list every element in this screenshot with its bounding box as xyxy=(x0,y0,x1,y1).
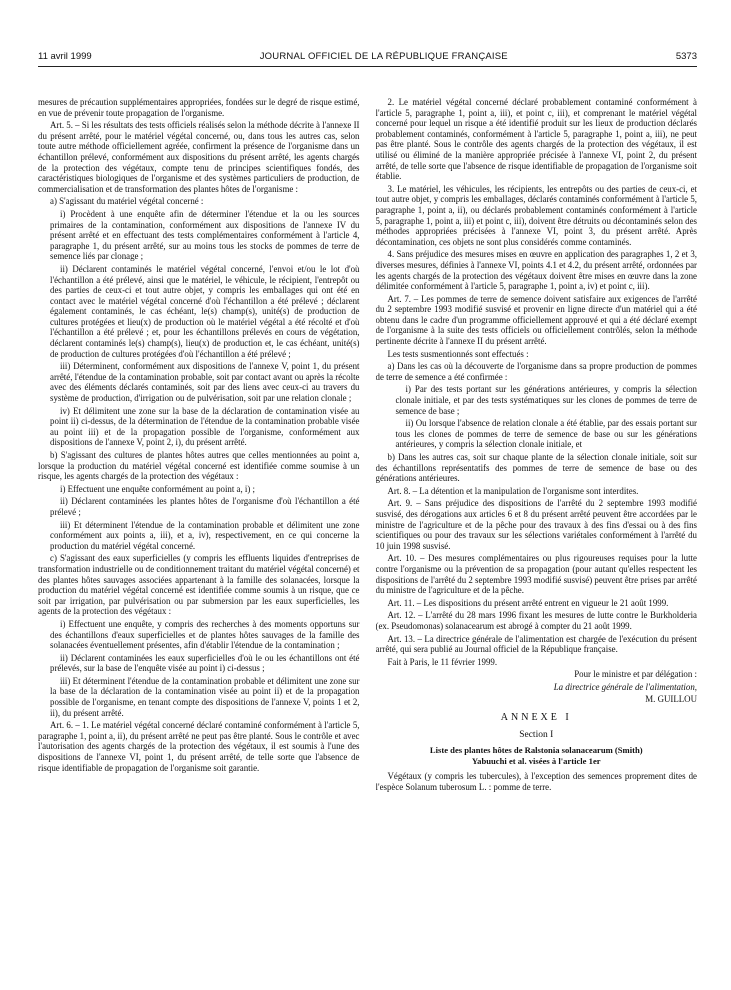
page-header xyxy=(38,48,697,62)
paragraph: mesures de précaution supplémentaires appropriées, fondées sur le degré de risque estimé, en vue de prévenir toute propagation de l'organisme. xyxy=(38,97,360,118)
signature-role: La directrice générale de l'alimentation, xyxy=(553,681,697,692)
article-8: Art. 8. – La détention et la manipulation de l'organisme sont interdites. xyxy=(387,485,639,496)
signature-delegation: Pour le ministre et par délégation : xyxy=(574,669,697,680)
article-13: Art. 13. – La directrice générale de l'alimentation est chargée de l'exécution du présent arrêté, qui sera publié au Journal officiel de la République française. xyxy=(375,633,697,655)
item-a-ii: ii) Déclarent contaminés le matériel végétal concerné, l'envoi et/ou le lot d'où l'échantillon a été prélevé, ainsi que le matériel, le véhicule, le récipient, l'entrepôt ou des parties de ceux-ci et tout autre objet, y compris les emballages qui ont été en contact avec le matériel végétal concerné d'où l'échantillon a été prélevé ; déclarent également contaminés, le cas échéant, le(s) champ(s), unité(s) de production de cultures protégées et lieu(x) de production où le matériel végétal a été récolté et d'où l'échantillon a été prélevé ; et, pour les échantillons prélevés en cours de végétation, déclarent contaminés le(s) champ(s), lieu(x) de production et, le cas échéant, unité(s) de production de cultures protégées d'où l'échantillon a été prélevé ; xyxy=(50,263,360,359)
article-9: Art. 9. – Sans préjudice des dispositions de l'arrêté du 2 septembre 1993 modifié susvisé, des dérogations aux articles 6 et 8 du présent arrêté peuvent être accordées par le ministre de l'agriculture et de la pêche pour des travaux à des fins d'essai ou à des fins scientifiques ou pour des travaux sur les sélections variétales conformément à l'arrêté du 10 juin 1998 susvisé. xyxy=(375,498,697,551)
article-6-p2: 2. Le matériel végétal concerné déclaré probablement contaminé conformément à l'article 5, paragraphe 1, point a, iii), et point c, iii), et comprenant le matériel végétal concerné pour lequel un risque a été identifié produit sur les lieux de production déclarés probablement contaminés, conformément à l'article 5, paragraphe 1, point a, iii), ne peut pas être planté. Sous le contrôle des agents chargés de la protection des végétaux, il est utilisé ou éliminé de la manière appropriée précisée à l'annexe VI, point 2, du présent arrêté, de telle sorte que l'absence de risque identifiable de propagation de l'organisme soit établie. xyxy=(375,97,697,182)
journal-title: JOURNAL OFFICIEL DE LA RÉPUBLIQUE FRANÇAISE xyxy=(259,51,508,62)
article-10: Art. 10. – Des mesures complémentaires ou plus rigoureuses requises pour la lutte contre l'organisme ou la prévention de sa propagation (pour autant qu'elles respectent les dispositions de l'arrêté du 2 septembre 1993 modifié susvisé) peuvent être prises par arrêté du ministre de l'agriculture et de la pêche. xyxy=(375,553,697,596)
header-date: 11 avril 1999 xyxy=(38,51,92,62)
list-title-line-1: Liste des plantes hôtes de Ralstonia solanacearum (Smith) xyxy=(429,745,643,756)
tests-b: b) Dans les autres cas, soit sur chaque plante de la sélection clonale initiale, soit sur des échantillons représentatifs des pommes de terre de semence de base ou des générations antérieures. xyxy=(375,452,697,484)
tests-a-ii: ii) Ou lorsque l'absence de relation clonale a été établie, par des essais portant sur tous les clones de pommes de terre de semence de base ou sur les générations antérieures, y compris la sélection clonale initiale, et xyxy=(395,418,697,450)
left-column xyxy=(38,97,360,942)
item-c-ii: ii) Déclarent contaminées les eaux superficielles d'où le ou les échantillons ont été prélevés, sur la base de l'enquête visée au point i) ci-dessus ; xyxy=(50,652,360,674)
item-c-iii: iii) Et déterminent l'étendue de la contamination probable et délimitent une zone sur la base de la déclaration de la contamination visée au point ii) et de la propagation possible de l'organisme, en tenant compte des dispositions de l'annexe V, points 1 et 2, ii), du présent arrêté. xyxy=(50,675,360,718)
two-column-body xyxy=(38,97,697,942)
signature-place-date: Fait à Paris, le 11 février 1999. xyxy=(387,656,498,667)
article-11: Art. 11. – Les dispositions du présent arrêté entrent en vigueur le 21 août 1999. xyxy=(387,597,669,608)
item-a: a) S'agissant du matériel végétal concerné : xyxy=(50,196,204,207)
article-6-p3: 3. Le matériel, les véhicules, les récipients, les entrepôts ou des parties de ceux-ci, et tout autre objet, y compris les emballages, déclarés contaminés conformément à l'article 5, paragraphe 1, point a, ii), ou déclarés probablement contaminés conformément à l'article 5, paragraphe 1, point a, iii) et point c, iii), doivent être détruits ou décontaminés selon des méthodes appropriées précisées à l'annexe VI, point 3, du présent arrêté. Après décontamination, ces objets ne sont plus considérés comme contaminés. xyxy=(375,183,697,247)
tests-a-i: i) Par des tests portant sur les générations antérieures, y compris la sélection clonale initiale, et par des tests systématiques sur les clones de pommes de terre de semence de base ; xyxy=(395,384,697,416)
item-b: b) S'agissant des cultures de plantes hôtes autres que celles mentionnées au point a, lorsque la production du matériel végétal concerné est identifiée comme soumise à un risque, les agents chargés de la protection des végétaux : xyxy=(38,450,360,482)
list-title xyxy=(376,745,698,766)
item-c: c) S'agissant des eaux superficielles (y compris les effluents liquides d'entreprises de transformation industrielle ou de conditionnement traitant du matériel végétal concerné) et des plantes hôtes sauvages associées appartenant à la famille des solanacées, lorsque la production du matériel végétal concerné est identifiée comme soumis à un risque, que ce soit par irrigation, par pulvérisation ou par submersion par les eaux superficielles, les agents de la protection des végétaux : xyxy=(38,553,360,617)
article-12: Art. 12. – L'arrêté du 28 mars 1996 fixant les mesures de lutte contre le Burkholderia (ex. Pseudomonas) solanacearum est abrogé à compter du 21 août 1999. xyxy=(375,610,697,631)
item-a-iii: iii) Déterminent, conformément aux dispositions de l'annexe V, point 1, du présent arrêté, l'étendue de la contamination probable, soit par contact avant ou après la récolte avec des éléments déclarés contaminés, soit par des liens avec ceux-ci au travers du système de production, d'irrigation ou de pulvérisation, soit par une relation clonale ; xyxy=(50,361,360,404)
article-6-p4: 4. Sans préjudice des mesures mises en œuvre en application des paragraphes 1, 2 et 3, diverses mesures, définies à l'annexe VI, points 4.1 et 4.2, du présent arrêté, ordonnées par les agents chargés de la protection des végétaux doivent être mises en œuvre dans la zone délimitée conformément à l'article 5, paragraphe 1, point a, iv) et point c, iii). xyxy=(375,249,697,292)
item-b-i: i) Effectuent une enquête conformément au point a, i) ; xyxy=(60,483,256,494)
page-number: 5373 xyxy=(675,51,697,62)
header-rule xyxy=(38,66,697,67)
annex-title: ANNEXE I xyxy=(500,712,572,724)
list-title-line-2: Yabuuchi et al. visées à l'article 1er xyxy=(471,755,601,766)
item-c-i: i) Effectuent une enquête, y compris des recherches à des moments opportuns sur des échantillons d'eaux superficielles et de plantes hôtes sauvages de la famille des solanacées éventuellement présentes, afin d'établir l'étendue de la contamination ; xyxy=(50,618,360,651)
item-b-iii: iii) Et déterminent l'étendue de la contamination probable et délimitent une zone conformément aux points a, iii), et a, iv), respectivement, en ce qui concerne la production du matériel végétal concerné. xyxy=(50,519,360,551)
item-a-iv: iv) Et délimitent une zone sur la base de la déclaration de contamination visée au point ii) ci-dessus, de la détermination de l'étendue de la contamination probable visée au point iii) et de la propagation possible de l'organisme, conformément aux dispositions de l'annexe V, point 2, i), du présent arrêté. xyxy=(50,405,360,448)
signature-name: M. GUILLOU xyxy=(645,694,697,705)
section-title: Section I xyxy=(519,729,554,740)
host-plants-text: Végétaux (y compris les tubercules), à l'exception des semences proprement dites de l'espèce Solanum tuberosum L. : pomme de terre. xyxy=(375,771,697,793)
article-6: Art. 6. – 1. Le matériel végétal concerné déclaré contaminé conformément à l'article 5, paragraphe 1, point a, ii), du présent arrêté ne peut pas être planté. Sous le contrôle et avec l'autorisation des agents chargés de la protection des végétaux, il est soumis à l'une des dispositions de l'annexe VI, point 1, du présent arrêté, de telle sorte que l'absence de risque identifiable de propagation de l'organisme soit garantie. xyxy=(38,720,360,773)
right-column xyxy=(376,97,698,942)
article-5: Art. 5. – Si les résultats des tests officiels réalisés selon la méthode décrite à l'annexe II du présent arrêté, pour le matériel végétal concerné, ou, dans tous les autres cas, selon toute autre méthode officiellement agréée, confirment la présence de l'organisme dans un échantillon prélevé, conformément aux dispositions du présent arrêté, les agents chargés de la protection des végétaux, compte tenu de principes scientifiques fondés, des caractéristiques biologiques de l'organisme et des systèmes particuliers de production, de commercialisation et de transformation des plantes hôtes de l'organisme : xyxy=(38,120,360,194)
item-b-ii: ii) Déclarent contaminées les plantes hôtes de l'organisme d'où l'échantillon a été prélevé ; xyxy=(50,496,360,517)
item-a-i: i) Procèdent à une enquête afin de déterminer l'étendue et la ou les sources primaires de la contamination, conformément aux dispositions de l'annexe IV du présent arrêté et en effectuant des tests complémentaires conformément à l'article 4, paragraphe 1, du présent arrêté, sur au moins tous les stocks de pommes de terre de semence liés par clonage ; xyxy=(50,208,360,262)
tests-a: a) Dans les cas où la découverte de l'organisme dans sa propre production de pommes de terre de semence a été confirmée : xyxy=(375,361,697,382)
tests-intro: Les tests susmentionnés sont effectués : xyxy=(387,348,529,359)
article-7: Art. 7. – Les pommes de terre de semence doivent satisfaire aux exigences de l'arrêté du 2 septembre 1993 modifié susvisé et provenir en ligne directe d'un matériel qui a été obtenu dans le cadre d'un programme officiellement approuvé et qui a été déclaré exempt de l'organisme à la suite des tests officiels ou officiellement contrôlés, selon la méthode pertinente décrite à l'annexe II du présent arrêté. xyxy=(375,293,697,347)
